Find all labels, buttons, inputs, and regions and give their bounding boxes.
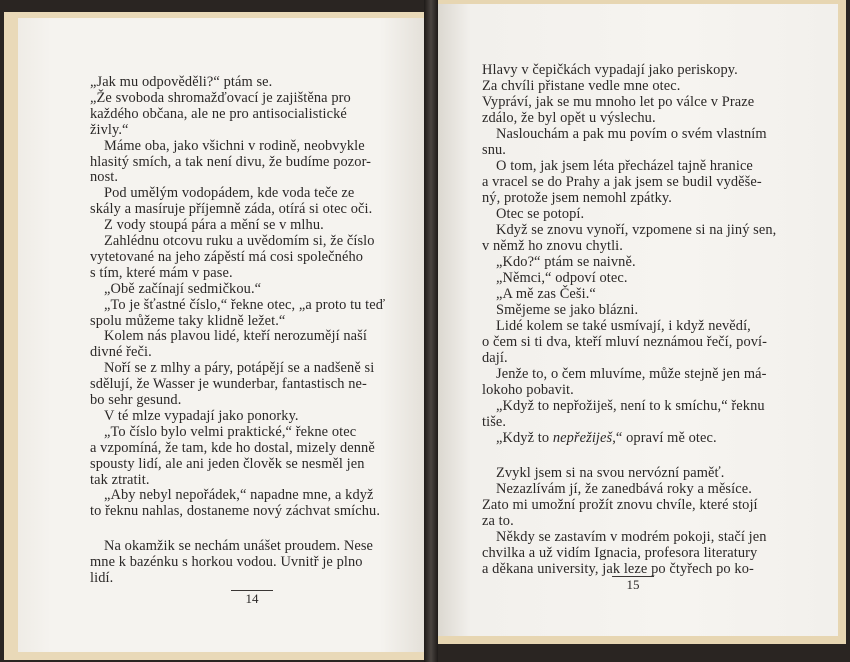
text-line: skály a masíruje příjemně záda, otírá si otec oči. [90, 201, 373, 218]
text-line: a děkana university, jak leze po čtyřech po ko- [482, 561, 754, 577]
left-page-number: 14 [231, 590, 273, 607]
text-line: Za chvíli přistane vedle mne otec. [482, 78, 681, 94]
text-line: „Když to nepřožiješ, není to k smíchu,“ řeknu [496, 398, 765, 414]
text-line: „A mě zas Češi.“ [496, 286, 596, 302]
text-line: sdělují, že Wasser je wunderbar, fantastisch ne- [90, 376, 367, 393]
text-line: „Obě začínají sedmičkou.“ [104, 280, 262, 297]
text-line: mne k bazénku s horkou vodou. Uvnitř je plno [90, 554, 363, 571]
text-line: Máme oba, jako všichni v rodině, neobvykle [104, 137, 365, 154]
text-line: Kolem nás plavou lidé, kteří nerozumějí naší [104, 328, 367, 345]
text-line: Vypráví, jak se mu mnoho let po válce v Praze [482, 94, 755, 110]
text-line: „Že svoboda shromažďovací je zajištěna pro [90, 89, 351, 106]
text-line: spolu můžeme taky klidně ležet.“ [90, 312, 286, 329]
text-line: každého občana, ale ne pro antisocialistické [90, 105, 347, 122]
text-line: „Když to nepřežiješ,“ opraví mě otec. [496, 430, 717, 446]
text-line: v němž ho znovu chytli. [482, 238, 623, 254]
text-line: Smějeme se jako blázni. [496, 302, 639, 318]
text-line: Lidé kolem se také usmívají, i když nevědí, [496, 318, 751, 334]
text-line: s tím, které mám v pase. [90, 264, 233, 281]
text-line: lidí. [90, 570, 114, 586]
text-line: zdálo, že byl opět u výslechu. [482, 110, 656, 126]
text-line: Zato mi umožní prožít znovu chvíle, které stojí [482, 497, 758, 513]
text-line: „To je šťastné číslo,“ řekne otec, „a proto tu teď [104, 296, 386, 313]
text-line: chvilka a už vidím Ignacia, profesora literatury [482, 545, 758, 561]
text-line: nost. [90, 169, 119, 186]
text-line: Zahlédnu otcovu ruku a uvědomím si, že číslo [104, 233, 375, 249]
text-line: Někdy se zastavím v modrém pokoji, stačí jen [496, 529, 767, 545]
italic-word: nepřežiješ [552, 430, 613, 446]
text-line: Naslouchám a pak mu povím o svém vlastním [496, 126, 767, 142]
text-line: „To číslo bylo velmi praktické,“ řekne otec [104, 423, 357, 440]
text-line: bo sehr gesund. [90, 392, 182, 408]
text-line: tiše. [482, 414, 507, 430]
text-line: Jenže to, o čem mluvíme, může stejně jen má- [496, 366, 767, 382]
text-line: Pod umělým vodopádem, kde voda teče ze [104, 185, 355, 202]
text-line: Hlavy v čepičkách vypadají jako periskopy. [482, 62, 738, 78]
text-line: „Jak mu odpověděli?“ ptám se. [90, 74, 273, 90]
text-line: Zvykl jsem si na svou nervózní paměť. [496, 465, 725, 481]
text-line: lokoho pobavit. [482, 382, 574, 398]
text-line: tak ztratit. [90, 471, 150, 488]
text-line: a vracel se do Prahy a jak jsem se budil vyděše- [482, 174, 762, 190]
text-line: živly.“ [90, 121, 129, 138]
text-line: „Kdo?“ ptám se naivně. [496, 254, 636, 270]
text-line: Z vody stoupá pára a mění se v mlhu. [104, 217, 324, 234]
text-line: Noří se z mlhy a páry, potápějí se a nadšeně si [104, 360, 375, 377]
text-line: O tom, jak jsem léta přecházel tajně hranice [496, 158, 753, 174]
text-line: divné řeči. [90, 344, 152, 361]
text-line: Nezazlívám jí, že zanedbává roky a měsíce. [496, 481, 752, 497]
text-line: za to. [482, 513, 514, 529]
text-line: o čem si ti dva, kteří mluví neznámou řečí, poví- [482, 334, 768, 350]
text-line: to řeknu nahlas, dostaneme nový záchvat smíchu. [90, 503, 381, 520]
text-line: Otec se potopí. [496, 206, 585, 222]
text-line: „Němci,“ odpoví otec. [496, 270, 628, 286]
text-line: dají. [482, 350, 508, 366]
text-line: a vzpomíná, že tam, kde ho dostal, mizely denně [90, 439, 375, 456]
text-line: snu. [482, 142, 506, 158]
text-line: spousty lidí, ale ani jeden člověk se nesměl jen [90, 455, 365, 472]
right-page [434, 4, 838, 636]
text-line: Na okamžik se nechám unášet proudem. Nese [104, 538, 374, 555]
text-line: V té mlze vypadají jako ponorky. [104, 407, 299, 424]
text-line: vytetované na jeho zápěstí má cosi společného [90, 248, 364, 265]
text-line: ný, protože jsem nemohl zpátky. [482, 190, 672, 206]
text-line: Když se znovu vynoří, vzpomene si na jiný sen, [496, 222, 777, 238]
book-gutter [424, 0, 438, 662]
text-line: „Aby nebyl nepořádek,“ napadne mne, a když [104, 487, 374, 504]
text-line: hlasitý smích, a tak není divu, že budíme pozor- [90, 153, 372, 170]
right-page-number: 15 [612, 576, 654, 593]
left-page [18, 18, 430, 652]
